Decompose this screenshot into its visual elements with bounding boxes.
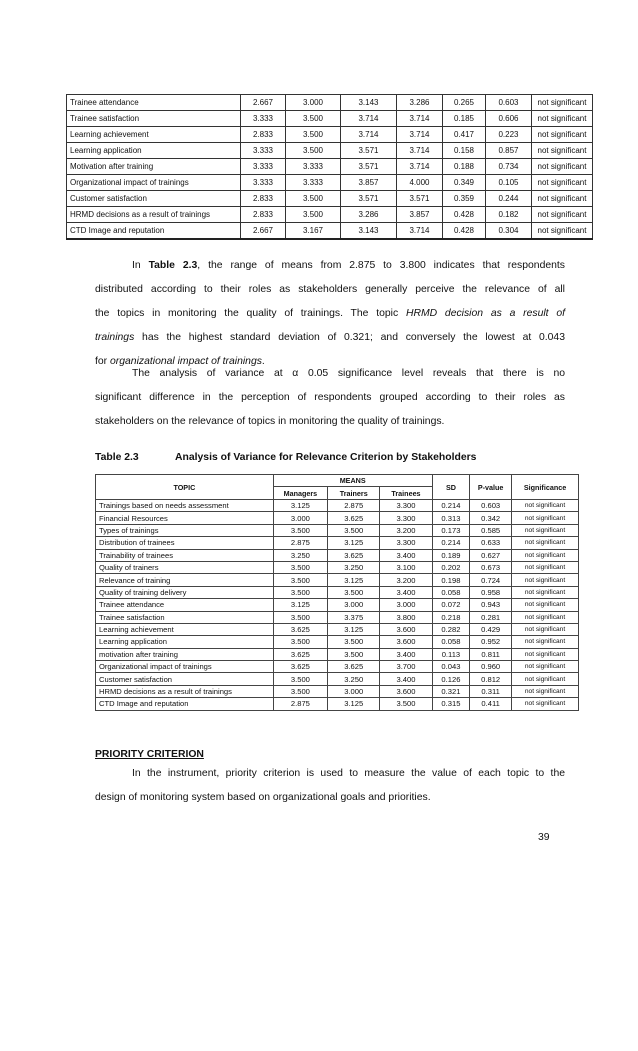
topic-cell: Trainability of trainees [96,549,274,561]
value-cell: 3.800 [380,611,432,623]
value-cell: 0.960 [470,661,512,673]
value-cell: 0.943 [470,599,512,611]
value-cell: 0.311 [470,685,512,697]
value-cell: 3.125 [273,599,327,611]
value-cell: 3.625 [273,661,327,673]
value-cell: 3.625 [328,661,380,673]
paragraph-table-2-3-summary: In Table 2.3, the range of means from 2.875 to 3.800 indicates that respondents distributed according to their roles as stakeholders generally perceive the relevance of all the topics in monitoring the quality of trainings. The topic HRMD decision as a result of trainings has the highest standard deviation of 0.321; and conversely the lowest at 0.043 for organizational impact of trainings. [95,260,565,367]
value-cell: 0.313 [432,512,470,524]
value-cell: 3.500 [328,586,380,598]
table-row [96,549,579,561]
value-cell: 3.600 [380,685,432,697]
value-cell: 3.333 [241,159,286,175]
significance-cell: not significant [512,636,579,648]
value-cell: 3.500 [273,611,327,623]
value-cell: 2.875 [328,500,380,512]
value-cell: 0.072 [432,599,470,611]
value-cell: 0.182 [486,207,532,223]
value-cell: 3.500 [380,698,432,710]
value-cell: 3.857 [397,207,443,223]
value-cell: 0.126 [432,673,470,685]
value-cell: 3.000 [328,685,380,697]
table-row [67,127,593,143]
topic-cell: Learning application [96,636,274,648]
value-cell: 0.349 [443,175,486,191]
header-trainees: Trainees [380,487,432,500]
significance-cell: not significant [512,500,579,512]
topic-cell: Quality of training delivery [96,586,274,598]
value-cell: 3.125 [328,698,380,710]
header-means: MEANS [273,475,432,487]
value-cell: 0.198 [432,574,470,586]
table-row [67,207,593,223]
value-cell: 3.714 [397,143,443,159]
value-cell: 0.304 [486,223,532,239]
value-cell: 0.281 [470,611,512,623]
value-cell: 3.500 [273,524,327,536]
topic-cell: Trainee attendance [96,599,274,611]
value-cell: 3.500 [273,574,327,586]
topic-cell: Financial Resources [96,512,274,524]
significance-cell: not significant [512,586,579,598]
value-cell: 0.058 [432,636,470,648]
value-cell: 0.315 [432,698,470,710]
value-cell: 0.606 [486,111,532,127]
significance-cell: not significant [532,159,593,175]
table-row [96,661,579,673]
topic-cell: CTD Image and reputation [67,223,241,239]
table-row [96,623,579,635]
value-cell: 2.667 [241,223,286,239]
table-row [67,191,593,207]
significance-cell: not significant [512,661,579,673]
value-cell: 3.000 [273,512,327,524]
topic-cell: Learning achievement [96,623,274,635]
value-cell: 3.250 [328,673,380,685]
table-label: Table 2.3 [95,452,139,463]
value-cell: 0.218 [432,611,470,623]
anova-table-body [96,500,579,711]
value-cell: 3.857 [341,175,397,191]
table-row [96,599,579,611]
header-sd: SD [432,475,470,500]
table-row [96,636,579,648]
value-cell: 3.125 [328,537,380,549]
table-row [96,611,579,623]
value-cell: 3.400 [380,673,432,685]
topic-cell: Types of trainings [96,524,274,536]
significance-cell: not significant [512,623,579,635]
value-cell: 3.333 [241,175,286,191]
table-row [96,512,579,524]
value-cell: 3.333 [286,175,341,191]
value-cell: 0.428 [443,207,486,223]
value-cell: 0.158 [443,143,486,159]
value-cell: 3.625 [328,512,380,524]
significance-cell: not significant [512,537,579,549]
significance-cell: not significant [512,648,579,660]
header-significance: Significance [512,475,579,500]
significance-cell: not significant [512,574,579,586]
header-topic: TOPIC [96,475,274,500]
value-cell: 3.714 [397,159,443,175]
significance-cell: not significant [532,191,593,207]
table-row [67,95,593,111]
value-cell: 0.724 [470,574,512,586]
value-cell: 3.250 [273,549,327,561]
value-cell: 0.214 [432,500,470,512]
value-cell: 0.958 [470,586,512,598]
value-cell: 3.625 [273,623,327,635]
page-number: 39 [538,832,550,843]
significance-cell: not significant [512,698,579,710]
value-cell: 0.214 [432,537,470,549]
value-cell: 2.833 [241,207,286,223]
value-cell: 3.600 [380,636,432,648]
value-cell: 2.833 [241,191,286,207]
significance-cell: not significant [512,673,579,685]
significance-cell: not significant [532,175,593,191]
value-cell: 0.188 [443,159,486,175]
value-cell: 3.167 [286,223,341,239]
value-cell: 0.811 [470,648,512,660]
table-row [67,159,593,175]
value-cell: 3.625 [273,648,327,660]
value-cell: 0.417 [443,127,486,143]
value-cell: 3.143 [341,223,397,239]
value-cell: 2.833 [241,127,286,143]
topic-cell: HRMD decisions as a result of trainings [96,685,274,697]
value-cell: 0.282 [432,623,470,635]
topic-cell: Organizational impact of trainings [67,175,241,191]
table-row [96,648,579,660]
header-trainers: Trainers [328,487,380,500]
table-row [96,586,579,598]
value-cell: 3.333 [241,143,286,159]
paragraph-anova-result: The analysis of variance at α 0.05 significance level reveals that there is no significant difference in the perception of respondents grouped according to their roles as stakeholders on the relevance of topics in monitoring the quality of trainings. [95,368,565,427]
topic-cell: Motivation after training [67,159,241,175]
value-cell: 3.600 [380,623,432,635]
value-cell: 2.875 [273,537,327,549]
topic-cell: Trainee attendance [67,95,241,111]
table-row [67,223,593,239]
value-cell: 3.300 [380,537,432,549]
topic-cell: Learning achievement [67,127,241,143]
significance-cell: not significant [532,223,593,239]
table-row [67,175,593,191]
value-cell: 0.265 [443,95,486,111]
table-row [96,574,579,586]
value-cell: 0.223 [486,127,532,143]
topic-cell: Trainings based on needs assessment [96,500,274,512]
value-cell: 3.714 [341,111,397,127]
value-cell: 3.500 [273,685,327,697]
value-cell: 3.100 [380,561,432,573]
value-cell: 0.603 [470,500,512,512]
value-cell: 3.500 [328,648,380,660]
significance-cell: not significant [512,599,579,611]
value-cell: 3.200 [380,574,432,586]
value-cell: 3.500 [273,561,327,573]
significance-cell: not significant [532,111,593,127]
value-cell: 0.244 [486,191,532,207]
value-cell: 3.571 [341,191,397,207]
value-cell: 0.185 [443,111,486,127]
value-cell: 3.286 [397,95,443,111]
table-row [96,698,579,710]
topic-cell: Trainee satisfaction [96,611,274,623]
value-cell: 3.500 [286,207,341,223]
value-cell: 0.585 [470,524,512,536]
continued-table-body [67,95,593,239]
value-cell: 0.189 [432,549,470,561]
value-cell: 0.812 [470,673,512,685]
value-cell: 3.000 [380,599,432,611]
significance-cell: not significant [532,127,593,143]
value-cell: 0.428 [443,223,486,239]
value-cell: 0.342 [470,512,512,524]
significance-cell: not significant [512,549,579,561]
value-cell: 3.400 [380,586,432,598]
value-cell: 0.734 [486,159,532,175]
value-cell: 0.321 [432,685,470,697]
value-cell: 0.359 [443,191,486,207]
anova-table [95,474,579,711]
value-cell: 0.058 [432,586,470,598]
value-cell: 0.105 [486,175,532,191]
topic-cell: motivation after training [96,648,274,660]
significance-cell: not significant [512,685,579,697]
topic-cell: Relevance of training [96,574,274,586]
value-cell: 3.333 [286,159,341,175]
value-cell: 2.875 [273,698,327,710]
value-cell: 3.500 [286,127,341,143]
value-cell: 3.714 [397,223,443,239]
value-cell: 3.333 [241,111,286,127]
topic-cell: Customer satisfaction [67,191,241,207]
value-cell: 0.113 [432,648,470,660]
value-cell: 0.952 [470,636,512,648]
table-row [96,673,579,685]
value-cell: 0.673 [470,561,512,573]
significance-cell: not significant [532,207,593,223]
value-cell: 0.627 [470,549,512,561]
value-cell: 3.500 [286,191,341,207]
value-cell: 3.714 [397,127,443,143]
value-cell: 3.500 [273,586,327,598]
value-cell: 3.375 [328,611,380,623]
value-cell: 3.500 [286,111,341,127]
topic-cell: Distribution of trainees [96,537,274,549]
continued-stakeholder-table [66,94,593,240]
value-cell: 2.667 [241,95,286,111]
value-cell: 3.500 [273,636,327,648]
table-row [96,524,579,536]
value-cell: 3.700 [380,661,432,673]
value-cell: 3.500 [286,143,341,159]
significance-cell: not significant [512,524,579,536]
value-cell: 3.286 [341,207,397,223]
value-cell: 3.571 [341,159,397,175]
value-cell: 0.411 [470,698,512,710]
topic-cell: Trainee satisfaction [67,111,241,127]
value-cell: 3.714 [341,127,397,143]
value-cell: 3.300 [380,512,432,524]
significance-cell: not significant [532,143,593,159]
value-cell: 3.571 [397,191,443,207]
value-cell: 3.500 [328,636,380,648]
value-cell: 3.125 [328,574,380,586]
value-cell: 3.714 [397,111,443,127]
value-cell: 3.200 [380,524,432,536]
value-cell: 3.125 [273,500,327,512]
table-row [96,685,579,697]
topic-cell: Customer satisfaction [96,673,274,685]
significance-cell: not significant [512,512,579,524]
value-cell: 3.000 [328,599,380,611]
table-row [67,111,593,127]
value-cell: 3.500 [273,673,327,685]
value-cell: 3.400 [380,648,432,660]
value-cell: 3.000 [286,95,341,111]
topic-cell: Quality of trainers [96,561,274,573]
value-cell: 0.202 [432,561,470,573]
value-cell: 4.000 [397,175,443,191]
value-cell: 3.571 [341,143,397,159]
value-cell: 0.603 [486,95,532,111]
value-cell: 3.300 [380,500,432,512]
paragraph-priority-criterion: In the instrument, priority criterion is used to measure the value of each topic to the design of monitoring system based on organizational goals and priorities. [95,768,565,803]
table-row [96,500,579,512]
value-cell: 0.429 [470,623,512,635]
header-managers: Managers [273,487,327,500]
topic-cell: Organizational impact of trainings [96,661,274,673]
value-cell: 0.857 [486,143,532,159]
table-row [96,537,579,549]
table-caption [95,452,476,463]
value-cell: 0.043 [432,661,470,673]
topic-cell: Learning application [67,143,241,159]
value-cell: 3.125 [328,623,380,635]
value-cell: 3.500 [328,524,380,536]
topic-cell: HRMD decisions as a result of trainings [67,207,241,223]
table-row [67,143,593,159]
value-cell: 3.250 [328,561,380,573]
header-pvalue: P-value [470,475,512,500]
value-cell: 3.400 [380,549,432,561]
significance-cell: not significant [532,95,593,111]
significance-cell: not significant [512,611,579,623]
section-heading-priority-criterion: PRIORITY CRITERION [95,749,204,760]
table-title: Analysis of Variance for Relevance Criterion by Stakeholders [175,452,477,463]
topic-cell: CTD Image and reputation [96,698,274,710]
value-cell: 3.625 [328,549,380,561]
significance-cell: not significant [512,561,579,573]
value-cell: 0.633 [470,537,512,549]
value-cell: 0.173 [432,524,470,536]
table-row [96,561,579,573]
value-cell: 3.143 [341,95,397,111]
